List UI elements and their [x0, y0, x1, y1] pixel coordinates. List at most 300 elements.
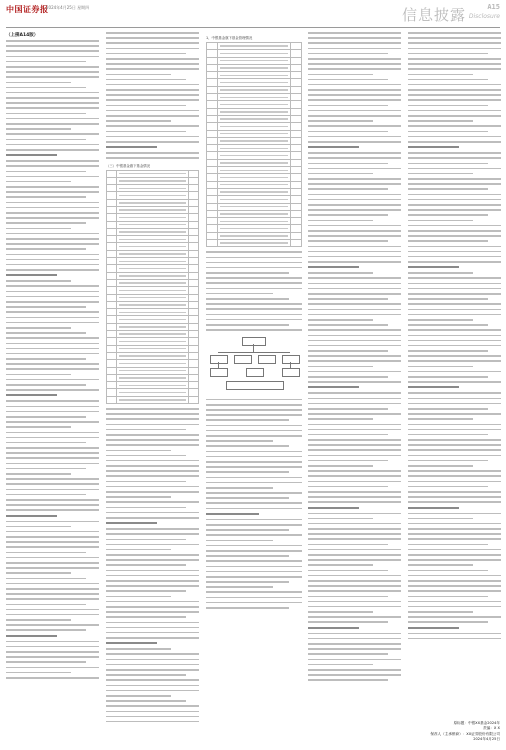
- cell-text-line: [119, 333, 186, 334]
- cell-text-line: [119, 377, 186, 378]
- table-cell: [291, 240, 302, 247]
- cell-text-line: [220, 89, 289, 90]
- text-line: [106, 544, 199, 546]
- text-line: [206, 430, 302, 432]
- text-line: [408, 590, 501, 592]
- table-cell: [188, 272, 198, 279]
- table-cell: [207, 174, 218, 181]
- text-line: [408, 633, 501, 635]
- text-line: [408, 340, 501, 342]
- text-line: [408, 84, 501, 86]
- text-line: [408, 283, 501, 285]
- table-cell: [291, 152, 302, 159]
- table-row: [207, 101, 302, 108]
- text-line: [6, 102, 99, 104]
- table-cell: [117, 396, 189, 403]
- text-line: [408, 559, 501, 561]
- text-line: [408, 496, 501, 498]
- text-line: [308, 84, 401, 86]
- text-line: [408, 152, 501, 154]
- table-cell: [188, 185, 198, 192]
- table-cell: [207, 240, 218, 247]
- text-block: [106, 408, 199, 722]
- table-cell: [217, 188, 291, 195]
- column-2: [106, 32, 199, 722]
- table-cell: [188, 389, 198, 396]
- text-line: [6, 311, 99, 313]
- cell-text-line: [220, 213, 289, 214]
- table-row: [207, 196, 302, 203]
- column-5: [408, 32, 501, 722]
- cell-text-line: [119, 355, 186, 356]
- subheading-line: [6, 154, 57, 156]
- text-line: [6, 442, 86, 444]
- table-row: [107, 199, 199, 206]
- text-line: [6, 661, 86, 663]
- text-line: [206, 329, 302, 331]
- text-line: [206, 282, 302, 284]
- table-cell: [291, 145, 302, 152]
- text-line: [6, 400, 99, 402]
- table-row: [207, 240, 302, 247]
- text-line: [408, 501, 501, 503]
- text-line: [6, 343, 99, 345]
- text-line: [308, 125, 401, 127]
- text-line: [408, 163, 488, 165]
- text-line: [408, 491, 501, 493]
- table-row: [107, 192, 199, 199]
- table-row: [207, 64, 302, 71]
- text-line: [308, 444, 401, 446]
- table-cell: [117, 199, 189, 206]
- subheading-line: [206, 513, 259, 515]
- table-cell: [291, 188, 302, 195]
- text-line: [6, 332, 86, 334]
- cell-text-line: [220, 221, 289, 222]
- text-line: [6, 656, 99, 658]
- text-line: [408, 606, 501, 608]
- table-cell: [107, 236, 117, 243]
- text-line: [106, 99, 199, 101]
- table-cell: [117, 221, 189, 228]
- text-line: [308, 575, 401, 577]
- table-row: [107, 389, 199, 396]
- table-cell: [107, 185, 117, 192]
- text-line: [6, 583, 99, 585]
- text-line: [206, 519, 302, 521]
- text-line: [6, 651, 99, 653]
- text-line: [408, 355, 501, 357]
- text-line: [106, 68, 199, 70]
- text-line: [106, 512, 199, 514]
- table-cell: [217, 210, 291, 217]
- table-cell: [188, 396, 198, 403]
- subheading-line: [6, 274, 57, 276]
- text-line: [206, 591, 302, 593]
- table-cell: [107, 258, 117, 265]
- text-line: [6, 468, 86, 470]
- table-cell: [117, 316, 189, 323]
- table-cell: [117, 279, 189, 286]
- text-line: [308, 585, 401, 587]
- text-line: [106, 679, 199, 681]
- text-line: [308, 590, 401, 592]
- text-line: [408, 277, 501, 279]
- table-cell: [117, 374, 189, 381]
- text-line: [106, 606, 199, 608]
- text-line: [6, 368, 99, 370]
- text-line: [308, 319, 373, 321]
- text-line: [6, 348, 99, 350]
- text-line: [408, 408, 488, 410]
- text-line: [106, 507, 186, 509]
- text-line: [106, 564, 186, 566]
- text-line: [6, 416, 86, 418]
- table-cell: [207, 210, 218, 217]
- text-line: [308, 141, 401, 143]
- text-line: [6, 504, 99, 506]
- text-line: [308, 168, 401, 170]
- table-cell: [207, 225, 218, 232]
- cell-text-line: [220, 206, 289, 207]
- cell-text-line: [119, 188, 186, 189]
- text-line: [308, 293, 401, 295]
- table-cell: [107, 396, 117, 403]
- text-line: [408, 220, 473, 222]
- text-block: [206, 251, 302, 330]
- text-line: [6, 176, 99, 178]
- table-row: [207, 210, 302, 217]
- table-cell: [207, 50, 218, 57]
- text-line: [206, 461, 302, 463]
- text-line: [6, 181, 71, 183]
- table-cell: [207, 64, 218, 71]
- cell-text-line: [220, 111, 289, 112]
- text-line: [106, 429, 186, 431]
- table-cell: [207, 137, 218, 144]
- text-line: [106, 716, 199, 718]
- text-line: [6, 269, 99, 271]
- text-block: [6, 40, 99, 679]
- table-cell: [107, 360, 117, 367]
- text-line: [6, 578, 86, 580]
- text-line: [408, 42, 501, 44]
- table-row: [207, 130, 302, 137]
- text-line: [6, 437, 99, 439]
- table-row: [107, 228, 199, 235]
- table-cell: [207, 218, 218, 225]
- text-line: [6, 546, 99, 548]
- table-row: [207, 159, 302, 166]
- text-line: [308, 554, 401, 556]
- text-block: [308, 32, 401, 681]
- text-line: [106, 590, 186, 592]
- text-line: [408, 481, 501, 483]
- text-line: [408, 376, 488, 378]
- text-line: [408, 424, 501, 426]
- table-cell: [291, 43, 302, 50]
- text-line: [106, 439, 199, 441]
- text-line: [308, 277, 401, 279]
- text-line: [408, 319, 473, 321]
- footer-line: 保荐人（主承销商）：XX证券股份有限公司: [430, 731, 500, 736]
- text-line: [6, 171, 86, 173]
- text-line: [408, 413, 501, 415]
- text-line: [408, 460, 488, 462]
- text-line: [408, 392, 501, 394]
- cell-text-line: [220, 140, 289, 141]
- text-line: [408, 89, 501, 91]
- text-line: [6, 421, 99, 423]
- text-line: [408, 465, 473, 467]
- table-row: [107, 374, 199, 381]
- text-line: [308, 606, 401, 608]
- table-cell: [107, 228, 117, 235]
- text-line: [106, 496, 171, 498]
- table-cell: [207, 123, 218, 130]
- table-row: [107, 243, 199, 250]
- text-line: [308, 360, 401, 362]
- table-cell: [291, 196, 302, 203]
- subheading-line: [308, 386, 359, 388]
- table-cell: [291, 86, 302, 93]
- text-line: [106, 528, 199, 530]
- cell-text-line: [119, 341, 186, 342]
- table-row: [107, 221, 199, 228]
- table-row: [207, 188, 302, 195]
- table-cell: [117, 309, 189, 316]
- text-line: [408, 575, 501, 577]
- text-line: [408, 638, 501, 640]
- table-cell: [217, 101, 291, 108]
- table-cell: [291, 203, 302, 210]
- text-line: [206, 435, 302, 437]
- text-line: [106, 48, 199, 50]
- text-line: [106, 570, 199, 572]
- text-line: [408, 209, 501, 211]
- text-line: [206, 502, 302, 504]
- text-line: [6, 191, 99, 193]
- text-line: [6, 426, 71, 428]
- text-line: [308, 225, 401, 227]
- text-line: [308, 110, 401, 112]
- text-line: [206, 471, 289, 473]
- text-line: [6, 243, 99, 245]
- text-line: [6, 521, 99, 523]
- table-cell: [107, 382, 117, 389]
- text-line: [6, 609, 99, 611]
- text-line: [106, 110, 199, 112]
- text-block: [206, 399, 302, 609]
- table-cell: [207, 43, 218, 50]
- text-line: [206, 529, 289, 531]
- text-line: [408, 616, 501, 618]
- table-cell: [107, 316, 117, 323]
- table-cell: [188, 192, 198, 199]
- table-cell: [117, 214, 189, 221]
- table-cell: [291, 218, 302, 225]
- text-line: [106, 721, 199, 722]
- text-line: [106, 501, 199, 503]
- text-line: [308, 659, 401, 661]
- text-line: [408, 178, 501, 180]
- table-cell: [107, 243, 117, 250]
- text-line: [408, 240, 488, 242]
- cell-text-line: [119, 217, 186, 218]
- cell-text-line: [119, 370, 186, 371]
- table-row: [207, 72, 302, 79]
- text-line: [6, 411, 99, 413]
- table-cell: [188, 243, 198, 250]
- table-cell: [217, 203, 291, 210]
- text-line: [408, 246, 501, 248]
- table-cell: [291, 137, 302, 144]
- text-line: [106, 413, 199, 415]
- diagram-box: [258, 355, 276, 364]
- table-cell: [117, 236, 189, 243]
- table-cell: [291, 123, 302, 130]
- table-cell: [217, 174, 291, 181]
- text-line: [106, 517, 199, 519]
- text-line: [206, 288, 302, 290]
- text-line: [6, 374, 71, 376]
- text-line: [408, 272, 473, 274]
- text-line: [408, 251, 501, 253]
- table-cell: [107, 367, 117, 374]
- table-cell: [291, 72, 302, 79]
- table-cell: [117, 382, 189, 389]
- text-line: [408, 63, 501, 65]
- table-cell: [188, 177, 198, 184]
- table-cell: [217, 123, 291, 130]
- text-line: [408, 105, 488, 107]
- text-block: [106, 32, 199, 159]
- fund-table: [206, 42, 302, 247]
- text-line: [206, 425, 302, 427]
- text-line: [408, 204, 501, 206]
- text-line: [6, 363, 99, 365]
- organization-diagram: [206, 335, 302, 395]
- table-row: [107, 206, 199, 213]
- text-line: [308, 131, 388, 133]
- table-row: [107, 170, 199, 177]
- text-line: [308, 570, 388, 572]
- text-line: [408, 439, 501, 441]
- text-line: [206, 540, 273, 542]
- table-cell: [117, 258, 189, 265]
- table-row: [107, 294, 199, 301]
- diagram-box: [210, 368, 228, 377]
- text-line: [308, 633, 401, 635]
- text-line: [308, 136, 401, 138]
- subheading-line: [408, 266, 459, 268]
- text-line: [6, 447, 99, 449]
- text-line: [308, 559, 401, 561]
- table-row: [207, 50, 302, 57]
- table-cell: [188, 236, 198, 243]
- text-line: [6, 291, 99, 293]
- text-line: [308, 580, 401, 582]
- text-line: [106, 648, 171, 650]
- text-line: [308, 408, 388, 410]
- cell-text-line: [119, 239, 186, 240]
- cell-text-line: [220, 191, 289, 192]
- text-line: [308, 398, 401, 400]
- text-line: [308, 481, 401, 483]
- text-line: [308, 350, 388, 352]
- text-line: [206, 581, 289, 583]
- text-line: [308, 664, 373, 666]
- text-line: [6, 322, 99, 324]
- cell-text-line: [220, 133, 289, 134]
- table-cell: [188, 228, 198, 235]
- table-cell: [207, 196, 218, 203]
- text-line: [106, 475, 199, 477]
- text-line: [408, 183, 501, 185]
- text-line: [106, 42, 199, 44]
- table-cell: [291, 94, 302, 101]
- cell-text-line: [119, 253, 186, 254]
- text-line: [106, 465, 199, 467]
- text-line: [408, 403, 501, 405]
- text-line: [6, 572, 71, 574]
- text-line: [408, 585, 501, 587]
- text-line: [308, 37, 401, 39]
- text-line: [206, 597, 302, 599]
- text-line: [206, 492, 302, 494]
- text-line: [308, 188, 388, 190]
- table-cell: [188, 331, 198, 338]
- text-line: [6, 629, 86, 631]
- table-cell: [117, 170, 189, 177]
- text-line: [308, 256, 401, 258]
- diagram-box: [282, 355, 300, 364]
- text-line: [308, 68, 401, 70]
- text-line: [308, 324, 388, 326]
- cell-text-line: [119, 173, 186, 174]
- text-line: [6, 557, 99, 559]
- text-line: [106, 585, 199, 587]
- text-line: [408, 523, 501, 525]
- table-cell: [291, 225, 302, 232]
- cell-text-line: [119, 180, 186, 181]
- text-line: [6, 624, 99, 626]
- text-line: [308, 214, 388, 216]
- text-line: [408, 199, 501, 201]
- text-line: [6, 604, 86, 606]
- text-line: [106, 470, 199, 472]
- table-cell: [117, 352, 189, 359]
- diagram-connector: [218, 352, 290, 353]
- table-cell: [188, 265, 198, 272]
- text-line: [206, 293, 273, 295]
- text-line: [408, 360, 501, 362]
- text-line: [408, 131, 488, 133]
- text-line: [106, 455, 186, 457]
- table-cell: [217, 50, 291, 57]
- table-cell: [188, 294, 198, 301]
- text-line: [106, 669, 199, 671]
- text-line: [106, 115, 199, 117]
- table-cell: [107, 345, 117, 352]
- table-row: [107, 352, 199, 359]
- table-cell: [207, 94, 218, 101]
- text-line: [206, 566, 302, 568]
- table-row: [107, 331, 199, 338]
- table-row: [107, 316, 199, 323]
- text-line: [308, 272, 373, 274]
- text-line: [408, 444, 501, 446]
